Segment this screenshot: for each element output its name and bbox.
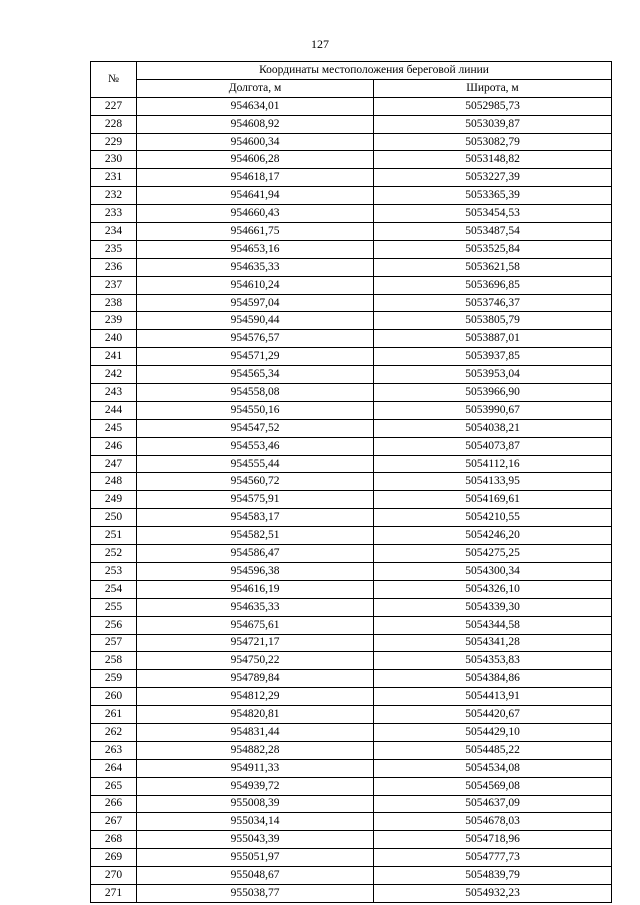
longitude-cell: 954560,72 (137, 473, 374, 491)
table-row (91, 491, 612, 509)
table-row (91, 294, 612, 312)
table-row (91, 419, 612, 437)
latitude-cell: 5054637,09 (374, 795, 612, 813)
latitude-cell: 5053990,67 (374, 401, 612, 419)
point-number-cell: 261 (91, 706, 137, 724)
point-number-cell: 249 (91, 491, 137, 509)
table-row (91, 562, 612, 580)
table-row (91, 813, 612, 831)
point-number-cell: 241 (91, 348, 137, 366)
table-row (91, 473, 612, 491)
table-header-row (91, 62, 612, 80)
point-number-cell: 236 (91, 258, 137, 276)
table-row (91, 509, 612, 527)
latitude-cell: 5054384,86 (374, 670, 612, 688)
latitude-cell: 5054341,28 (374, 634, 612, 652)
latitude-cell: 5054339,30 (374, 598, 612, 616)
longitude-cell: 954606,28 (137, 151, 374, 169)
longitude-cell: 955043,39 (137, 831, 374, 849)
point-number-cell: 232 (91, 187, 137, 205)
table-row (91, 795, 612, 813)
longitude-cell: 954675,61 (137, 616, 374, 634)
latitude-cell: 5054932,23 (374, 884, 612, 902)
point-number-cell: 243 (91, 384, 137, 402)
latitude-cell: 5054429,10 (374, 723, 612, 741)
table-row (91, 115, 612, 133)
longitude-cell: 954789,84 (137, 670, 374, 688)
latitude-cell: 5053227,39 (374, 169, 612, 187)
latitude-cell: 5053621,58 (374, 258, 612, 276)
table-row (91, 706, 612, 724)
latitude-cell: 5054718,96 (374, 831, 612, 849)
table-row (91, 240, 612, 258)
table-subheader-row (91, 79, 612, 97)
point-number-cell: 239 (91, 312, 137, 330)
longitude-cell: 954553,46 (137, 437, 374, 455)
point-number-cell: 255 (91, 598, 137, 616)
latitude-cell: 5054413,91 (374, 688, 612, 706)
longitude-cell: 954882,28 (137, 741, 374, 759)
longitude-cell: 955034,14 (137, 813, 374, 831)
point-number-cell: 235 (91, 240, 137, 258)
point-number-cell: 230 (91, 151, 137, 169)
longitude-cell: 955008,39 (137, 795, 374, 813)
point-number-cell: 248 (91, 473, 137, 491)
longitude-cell: 954600,34 (137, 133, 374, 151)
longitude-cell: 954596,38 (137, 562, 374, 580)
point-number-cell: 253 (91, 562, 137, 580)
longitude-cell: 954634,01 (137, 97, 374, 115)
longitude-cell: 954583,17 (137, 509, 374, 527)
longitude-cell: 954641,94 (137, 187, 374, 205)
point-number-cell: 254 (91, 580, 137, 598)
point-number-cell: 269 (91, 849, 137, 867)
table-row (91, 777, 612, 795)
point-number-cell: 229 (91, 133, 137, 151)
table-row (91, 831, 612, 849)
point-number-cell: 262 (91, 723, 137, 741)
longitude-cell: 954820,81 (137, 706, 374, 724)
latitude-cell: 5053454,53 (374, 205, 612, 223)
longitude-cell: 954597,04 (137, 294, 374, 312)
longitude-cell: 954590,44 (137, 312, 374, 330)
table-row (91, 133, 612, 151)
longitude-cell: 954575,91 (137, 491, 374, 509)
latitude-cell: 5054300,34 (374, 562, 612, 580)
longitude-cell: 954661,75 (137, 223, 374, 241)
longitude-cell: 954610,24 (137, 276, 374, 294)
point-number-cell: 240 (91, 330, 137, 348)
latitude-cell: 5054210,55 (374, 509, 612, 527)
point-number-cell: 231 (91, 169, 137, 187)
latitude-cell: 5053487,54 (374, 223, 612, 241)
longitude-cell: 954618,17 (137, 169, 374, 187)
page-number: 127 (311, 37, 329, 51)
table-row (91, 580, 612, 598)
latitude-cell: 5054275,25 (374, 545, 612, 563)
point-number-cell: 267 (91, 813, 137, 831)
longitude-cell: 954911,33 (137, 759, 374, 777)
point-number-cell: 258 (91, 652, 137, 670)
table-row (91, 276, 612, 294)
latitude-cell: 5054569,08 (374, 777, 612, 795)
latitude-cell: 5054133,95 (374, 473, 612, 491)
table-row (91, 169, 612, 187)
table-row (91, 437, 612, 455)
longitude-cell: 954571,29 (137, 348, 374, 366)
latitude-cell: 5053887,01 (374, 330, 612, 348)
point-number-cell: 260 (91, 688, 137, 706)
longitude-cell: 954547,52 (137, 419, 374, 437)
longitude-cell: 954558,08 (137, 384, 374, 402)
table-row (91, 258, 612, 276)
longitude-cell: 954586,47 (137, 545, 374, 563)
latitude-cell: 5053937,85 (374, 348, 612, 366)
point-number-cell: 244 (91, 401, 137, 419)
point-number-cell: 242 (91, 366, 137, 384)
longitude-cell: 954555,44 (137, 455, 374, 473)
table-row (91, 527, 612, 545)
longitude-cell: 954635,33 (137, 258, 374, 276)
latitude-cell: 5053525,84 (374, 240, 612, 258)
longitude-cell: 954653,16 (137, 240, 374, 258)
latitude-cell: 5054169,61 (374, 491, 612, 509)
point-number-cell: 263 (91, 741, 137, 759)
latitude-cell: 5053966,90 (374, 384, 612, 402)
latitude-cell: 5054353,83 (374, 652, 612, 670)
point-number-cell: 228 (91, 115, 137, 133)
longitude-cell: 954831,44 (137, 723, 374, 741)
table-row (91, 598, 612, 616)
point-number-cell: 271 (91, 884, 137, 902)
latitude-cell: 5054073,87 (374, 437, 612, 455)
table-row (91, 634, 612, 652)
latitude-cell: 5054485,22 (374, 741, 612, 759)
longitude-cell: 954565,34 (137, 366, 374, 384)
longitude-cell: 955048,67 (137, 867, 374, 885)
latitude-cell: 5054038,21 (374, 419, 612, 437)
latitude-cell: 5054344,58 (374, 616, 612, 634)
table-row (91, 330, 612, 348)
latitude-cell: 5054326,10 (374, 580, 612, 598)
point-number-cell: 259 (91, 670, 137, 688)
table-row (91, 616, 612, 634)
longitude-cell: 954939,72 (137, 777, 374, 795)
table-row (91, 384, 612, 402)
point-number-cell: 256 (91, 616, 137, 634)
table-row (91, 884, 612, 902)
table-row (91, 348, 612, 366)
table-row (91, 97, 612, 115)
latitude-cell: 5054777,73 (374, 849, 612, 867)
latitude-cell: 5053746,37 (374, 294, 612, 312)
longitude-cell: 954582,51 (137, 527, 374, 545)
table-row (91, 205, 612, 223)
point-number-cell: 234 (91, 223, 137, 241)
table-row (91, 223, 612, 241)
table-row (91, 401, 612, 419)
table-row (91, 187, 612, 205)
point-number-cell: 268 (91, 831, 137, 849)
latitude-cell: 5053805,79 (374, 312, 612, 330)
point-number-cell: 227 (91, 97, 137, 115)
table-row (91, 688, 612, 706)
point-number-cell: 233 (91, 205, 137, 223)
longitude-cell: 954616,19 (137, 580, 374, 598)
point-number-cell: 252 (91, 545, 137, 563)
table-row (91, 312, 612, 330)
point-number-cell: 247 (91, 455, 137, 473)
table-row (91, 759, 612, 777)
latitude-cell: 5053148,82 (374, 151, 612, 169)
table-row (91, 849, 612, 867)
longitude-cell: 955038,77 (137, 884, 374, 902)
table-row (91, 741, 612, 759)
longitude-cell: 954660,43 (137, 205, 374, 223)
table-row (91, 867, 612, 885)
point-number-cell: 245 (91, 419, 137, 437)
latitude-cell: 5054420,67 (374, 706, 612, 724)
coordinates-group-header: Координаты местоположения береговой линии (137, 62, 612, 80)
longitude-cell: 954721,17 (137, 634, 374, 652)
table-row (91, 652, 612, 670)
table-row (91, 455, 612, 473)
point-number-cell: 265 (91, 777, 137, 795)
latitude-cell: 5053953,04 (374, 366, 612, 384)
longitude-cell: 954608,92 (137, 115, 374, 133)
longitude-cell: 954750,22 (137, 652, 374, 670)
point-number-cell: 264 (91, 759, 137, 777)
point-number-cell: 250 (91, 509, 137, 527)
point-number-cell: 257 (91, 634, 137, 652)
point-number-cell: 251 (91, 527, 137, 545)
latitude-cell: 5053039,87 (374, 115, 612, 133)
longitude-cell: 955051,97 (137, 849, 374, 867)
table-row (91, 670, 612, 688)
latitude-cell: 5054839,79 (374, 867, 612, 885)
latitude-cell: 5053696,85 (374, 276, 612, 294)
table-row (91, 723, 612, 741)
point-number-cell: 270 (91, 867, 137, 885)
latitude-cell: 5052985,73 (374, 97, 612, 115)
table-header (91, 62, 612, 98)
longitude-cell: 954812,29 (137, 688, 374, 706)
latitude-cell: 5054534,08 (374, 759, 612, 777)
longitude-column-header: Долгота, м (137, 79, 374, 97)
latitude-cell: 5054112,16 (374, 455, 612, 473)
point-number-cell: 246 (91, 437, 137, 455)
table-row (91, 366, 612, 384)
longitude-cell: 954550,16 (137, 401, 374, 419)
latitude-column-header: Широта, м (374, 79, 612, 97)
latitude-cell: 5053365,39 (374, 187, 612, 205)
point-number-cell: 238 (91, 294, 137, 312)
table-row (91, 151, 612, 169)
table-row (91, 545, 612, 563)
latitude-cell: 5054678,03 (374, 813, 612, 831)
latitude-cell: 5053082,79 (374, 133, 612, 151)
point-number-cell: 237 (91, 276, 137, 294)
longitude-cell: 954635,33 (137, 598, 374, 616)
coordinates-table (90, 61, 612, 903)
table-body (91, 97, 612, 902)
point-number-cell: 266 (91, 795, 137, 813)
longitude-cell: 954576,57 (137, 330, 374, 348)
number-column-header: № (91, 62, 137, 98)
latitude-cell: 5054246,20 (374, 527, 612, 545)
